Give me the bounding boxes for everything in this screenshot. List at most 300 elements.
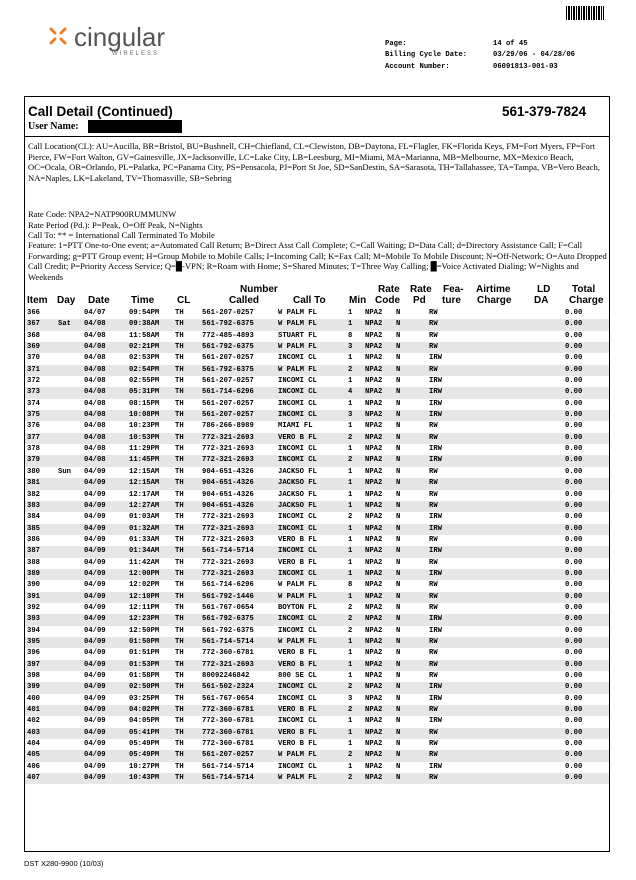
cell-time: 04:05PM [129,717,160,726]
user-name-label: User Name: [28,121,79,132]
cell-cl: TH [175,626,184,635]
table-row [25,410,609,421]
cell-time: 01:58PM [129,672,160,680]
col-feature-bottom: ture [442,295,461,306]
cell-rate-code: NPA2 [365,774,383,783]
cell-feature: IRW [429,626,442,635]
cell-item: 386 [27,535,40,544]
table-row [25,308,609,319]
cell-number: 772-321-2693 [202,569,254,578]
cell-total: 0.00 [565,309,583,317]
cell-call-to: W PALM FL [278,592,317,601]
cell-rate-pd: N [396,751,401,760]
divider [25,136,609,137]
cell-item: 379 [27,456,40,465]
cell-rate-pd: N [396,513,401,522]
cell-cl: TH [175,672,184,680]
cell-number: 904-651-4326 [202,490,254,499]
cell-call-to: JACKSO FL [278,501,317,510]
cell-date: 04/09 [84,615,106,624]
cell-rate-code: NPA2 [365,343,383,352]
table-row [25,478,609,489]
cell-number: 561-792-6375 [202,626,254,635]
cell-total: 0.00 [565,320,583,329]
cell-cl: TH [175,706,184,715]
cell-number: 561-207-0257 [202,309,254,317]
cell-rate-pd: N [396,399,401,408]
cell-time: 01:51PM [129,649,160,658]
cell-feature: RW [429,490,438,499]
cell-number: 80092246842 [202,672,250,680]
cell-rate-pd: N [396,320,401,329]
cell-rate-pd: N [396,615,401,624]
cell-feature: RW [429,535,438,544]
cell-call-to: VERO B FL [278,433,317,442]
cell-number: 772-321-2693 [202,524,254,533]
cell-feature: RW [429,728,438,737]
cell-cl: TH [175,694,184,703]
cell-item: 388 [27,558,40,567]
cell-rate-code: NPA2 [365,706,383,715]
cell-feature: RW [429,649,438,658]
cell-cl: TH [175,331,184,340]
cell-time: 12:15AM [129,479,160,488]
cell-rate-pd: N [396,649,401,658]
cell-number: 772-321-2693 [202,433,254,442]
cell-date: 04/08 [84,354,106,363]
table-row [25,648,609,659]
cell-total: 0.00 [565,683,583,692]
cell-number: 561-207-0257 [202,377,254,386]
cell-item: 407 [27,774,40,783]
cell-rate-pd: N [396,365,401,374]
cell-feature: RW [429,433,438,442]
cell-rate-pd: N [396,490,401,499]
cell-item: 372 [27,377,40,386]
cell-call-to: INCOMI CL [278,547,317,556]
cell-feature: RW [429,603,438,612]
page-value: 14 of 45 [493,40,528,48]
cell-min: 1 [348,535,353,544]
cell-day: Sat [58,320,71,329]
cell-feature: IRW [429,524,442,533]
cell-number: 786-266-8989 [202,422,254,431]
cell-min: 1 [348,660,353,669]
col-rate-pd-top: Rate [410,284,432,295]
cell-rate-code: NPA2 [365,331,383,340]
cell-call-to: VERO B FL [278,728,317,737]
cell-item: 397 [27,660,40,669]
cell-date: 04/07 [84,309,106,317]
phone-number: 561-379-7824 [502,104,587,119]
cell-item: 394 [27,626,40,635]
cell-cl: TH [175,728,184,737]
cell-item: 393 [27,615,40,624]
cell-day: Sun [58,467,71,476]
cell-rate-code: NPA2 [365,694,383,703]
cell-min: 1 [348,672,353,680]
cell-number: 772-360-6781 [202,706,254,715]
cell-date: 04/09 [84,479,106,488]
cell-number: 561-792-6375 [202,615,254,624]
cell-time: 05:49PM [129,740,160,749]
cell-rate-code: NPA2 [365,592,383,601]
cell-item: 385 [27,524,40,533]
cell-date: 04/08 [84,377,106,386]
cell-time: 10:27PM [129,762,160,771]
cell-feature: RW [429,467,438,476]
cell-item: 381 [27,479,40,488]
cell-min: 1 [348,479,353,488]
cell-date: 04/09 [84,751,106,760]
cell-cl: TH [175,456,184,465]
cell-rate-code: NPA2 [365,649,383,658]
cell-time: 02:53PM [129,354,160,363]
cell-min: 3 [348,694,353,703]
cell-cl: TH [175,660,184,669]
cell-feature: RW [429,774,438,783]
cell-min: 1 [348,592,353,601]
cell-number: 561-714-5714 [202,762,254,771]
cell-rate-pd: N [396,354,401,363]
cell-time: 11:29PM [129,445,160,454]
cell-time: 01:03AM [129,513,160,522]
cell-cl: TH [175,683,184,692]
table-row [25,671,609,682]
cell-cl: TH [175,501,184,510]
cell-rate-pd: N [396,524,401,533]
table-row [25,421,609,432]
cell-item: 390 [27,581,40,590]
cell-min: 8 [348,331,353,340]
cell-rate-pd: N [396,603,401,612]
cell-cl: TH [175,399,184,408]
cell-item: 375 [27,411,40,420]
cell-min: 2 [348,706,353,715]
account-label: Account Number: [385,62,450,71]
cell-time: 08:15PM [129,399,160,408]
account-meta [385,39,575,73]
cell-total: 0.00 [565,774,583,783]
cell-cl: TH [175,343,184,352]
cell-rate-code: NPA2 [365,558,383,567]
cell-call-to: W PALM FL [278,365,317,374]
cell-call-to: INCOMI CL [278,626,317,635]
cell-min: 1 [348,309,353,317]
cell-min: 2 [348,615,353,624]
cell-min: 1 [348,354,353,363]
cell-date: 04/09 [84,660,106,669]
table-row [25,353,609,364]
cell-number: 772-321-2693 [202,456,254,465]
cell-date: 04/09 [84,535,106,544]
cell-rate-code: NPA2 [365,388,383,397]
cell-feature: IRW [429,683,442,692]
cell-rate-code: NPA2 [365,501,383,510]
cell-min: 2 [348,513,353,522]
table-row [25,694,609,705]
cell-item: 370 [27,354,40,363]
cell-min: 1 [348,717,353,726]
cell-time: 02:21PM [129,343,160,352]
cycle-label: Billing Cycle Date: [385,51,467,60]
cell-date: 04/08 [84,365,106,374]
cell-call-to: W PALM FL [278,309,317,317]
table-row [25,705,609,716]
cell-date: 04/09 [84,569,106,578]
cell-time: 12:17AM [129,490,160,499]
cell-cl: TH [175,422,184,431]
cell-rate-pd: N [396,422,401,431]
cell-feature: IRW [429,445,442,454]
cell-total: 0.00 [565,547,583,556]
cell-rate-pd: N [396,343,401,352]
cell-cl: TH [175,592,184,601]
cell-time: 02:54PM [129,365,160,374]
cell-total: 0.00 [565,740,583,749]
cell-rate-pd: N [396,331,401,340]
cell-feature: RW [429,343,438,352]
table-row [25,546,609,557]
logo-subtitle: WIRELESS [112,51,160,57]
cell-total: 0.00 [565,649,583,658]
cell-call-to: VERO B FL [278,660,317,669]
cell-min: 1 [348,558,353,567]
col-number-top: Number [240,284,278,295]
cell-min: 1 [348,445,353,454]
cell-rate-code: NPA2 [365,399,383,408]
cell-item: 380 [27,467,40,476]
cell-total: 0.00 [565,694,583,703]
cell-min: 1 [348,637,353,646]
cell-number: 561-792-6375 [202,365,254,374]
col-rate-code-top: Rate [378,284,400,295]
section-title: Call Detail (Continued) [28,104,173,119]
cell-total: 0.00 [565,751,583,760]
cell-item: 374 [27,399,40,408]
cell-total: 0.00 [565,626,583,635]
cell-cl: TH [175,751,184,760]
cell-rate-pd: N [396,309,401,317]
table-row [25,490,609,501]
cell-date: 04/08 [84,456,106,465]
cell-call-to: VERO B FL [278,740,317,749]
cell-rate-pd: N [396,456,401,465]
cell-call-to: INCOMI CL [278,694,317,703]
cell-number: 561-792-6375 [202,343,254,352]
cell-feature: IRW [429,411,442,420]
cell-feature: RW [429,309,438,317]
cell-cl: TH [175,433,184,442]
cell-time: 09:54PM [129,309,160,317]
cell-call-to: VERO B FL [278,649,317,658]
table-row [25,433,609,444]
table-row [25,331,609,342]
cell-min: 1 [348,320,353,329]
cell-feature: IRW [429,456,442,465]
cell-call-to: INCOMI CL [278,354,317,363]
cell-call-to: INCOMI CL [278,762,317,771]
cell-call-to: W PALM FL [278,637,317,646]
table-row [25,750,609,761]
cell-time: 01:33AM [129,535,160,544]
cell-total: 0.00 [565,467,583,476]
cell-date: 04/08 [84,388,106,397]
cell-call-to: MIAMI FL [278,422,313,431]
cell-min: 1 [348,467,353,476]
table-row [25,614,609,625]
cell-min: 1 [348,399,353,408]
rate-period-legend: Rate Period (Pd.): P=Peak, O=Off Peak, N=Nights [28,220,203,230]
cell-cl: TH [175,649,184,658]
cell-date: 04/09 [84,626,106,635]
cell-time: 04:02PM [129,706,160,715]
col-day: Day [57,295,76,306]
cell-rate-code: NPA2 [365,762,383,771]
cell-min: 1 [348,524,353,533]
cell-feature: RW [429,501,438,510]
cell-time: 02:50PM [129,683,160,692]
cell-item: 368 [27,331,40,340]
cell-call-to: VERO B FL [278,706,317,715]
cell-item: 376 [27,422,40,431]
cell-date: 04/09 [84,762,106,771]
cell-feature: RW [429,558,438,567]
cell-date: 04/09 [84,672,106,680]
cell-time: 12:27AM [129,501,160,510]
cell-total: 0.00 [565,343,583,352]
cell-total: 0.00 [565,762,583,771]
cell-time: 05:41PM [129,728,160,737]
cell-number: 561-502-2324 [202,683,254,692]
cell-call-to: JACKSO FL [278,490,317,499]
cell-number: 561-714-6296 [202,581,254,590]
cell-min: 4 [348,388,353,397]
cell-total: 0.00 [565,660,583,669]
cell-min: 2 [348,603,353,612]
table-row [25,716,609,727]
cell-call-to: JACKSO FL [278,479,317,488]
cell-cl: TH [175,479,184,488]
cell-rate-code: NPA2 [365,365,383,374]
cingular-logo [48,22,198,62]
cell-rate-code: NPA2 [365,603,383,612]
cell-cl: TH [175,524,184,533]
cell-feature: RW [429,422,438,431]
cell-min: 1 [348,740,353,749]
cell-rate-pd: N [396,377,401,386]
cell-number: 772-321-2693 [202,558,254,567]
cell-total: 0.00 [565,331,583,340]
cell-item: 367 [27,320,40,329]
table-row [25,501,609,512]
cell-call-to: INCOMI CL [278,683,317,692]
cell-item: 403 [27,728,40,737]
cell-number: 561-792-6375 [202,320,254,329]
cell-cl: TH [175,615,184,624]
logo-wordmark: cingular [74,22,166,52]
cell-time: 10:23PM [129,422,160,431]
cell-item: 404 [27,740,40,749]
cell-time: 09:38AM [129,320,160,329]
table-row [25,592,609,603]
cell-rate-pd: N [396,501,401,510]
cell-total: 0.00 [565,706,583,715]
cell-call-to: STUART FL [278,331,317,340]
cell-total: 0.00 [565,581,583,590]
cell-rate-code: NPA2 [365,354,383,363]
cell-item: 373 [27,388,40,397]
table-row [25,637,609,648]
cell-number: 772-321-2693 [202,513,254,522]
cell-total: 0.00 [565,399,583,408]
cell-time: 11:42AM [129,558,160,567]
col-total-top: Total [572,284,596,295]
table-row [25,455,609,466]
cell-date: 04/09 [84,501,106,510]
cell-rate-pd: N [396,445,401,454]
cell-call-to: JACKSO FL [278,467,317,476]
cell-time: 03:25PM [129,694,160,703]
col-airtime-bottom: Charge [477,295,512,306]
cell-call-to: INCOMI CL [278,717,317,726]
cell-min: 2 [348,683,353,692]
col-call-to: Call To [293,295,326,306]
cell-cl: TH [175,354,184,363]
cell-cl: TH [175,467,184,476]
cell-feature: RW [429,660,438,669]
cell-call-to: INCOMI CL [278,524,317,533]
cell-call-to: INCOMI CL [278,569,317,578]
cell-item: 402 [27,717,40,726]
cell-cl: TH [175,547,184,556]
cell-item: 369 [27,343,40,352]
table-row [25,376,609,387]
cell-call-to: 800 SE CL [278,672,317,680]
cell-date: 04/09 [84,637,106,646]
cell-time: 12:23PM [129,615,160,624]
cell-total: 0.00 [565,479,583,488]
cell-feature: RW [429,479,438,488]
cell-call-to: W PALM FL [278,581,317,590]
cell-time: 12:11PM [129,603,160,612]
cell-cl: TH [175,603,184,612]
cell-rate-code: NPA2 [365,569,383,578]
cell-rate-code: NPA2 [365,467,383,476]
table-row [25,387,609,398]
page-label: Page: [385,40,407,48]
cell-feature: IRW [429,547,442,556]
cell-rate-code: NPA2 [365,637,383,646]
cell-feature: RW [429,672,438,680]
col-ld-top: LD [537,284,551,295]
cell-total: 0.00 [565,422,583,431]
cell-number: 561-207-0257 [202,399,254,408]
cell-rate-pd: N [396,728,401,737]
cell-feature: RW [429,581,438,590]
cell-call-to: INCOMI CL [278,399,317,408]
col-min: Min [349,295,367,306]
cell-date: 04/09 [84,603,106,612]
cell-feature: IRW [429,377,442,386]
cell-time: 01:53PM [129,660,160,669]
cell-number: 772-321-2693 [202,445,254,454]
cell-rate-code: NPA2 [365,581,383,590]
cell-min: 2 [348,774,353,783]
table-row [25,660,609,671]
cell-feature: RW [429,706,438,715]
table-row [25,558,609,569]
